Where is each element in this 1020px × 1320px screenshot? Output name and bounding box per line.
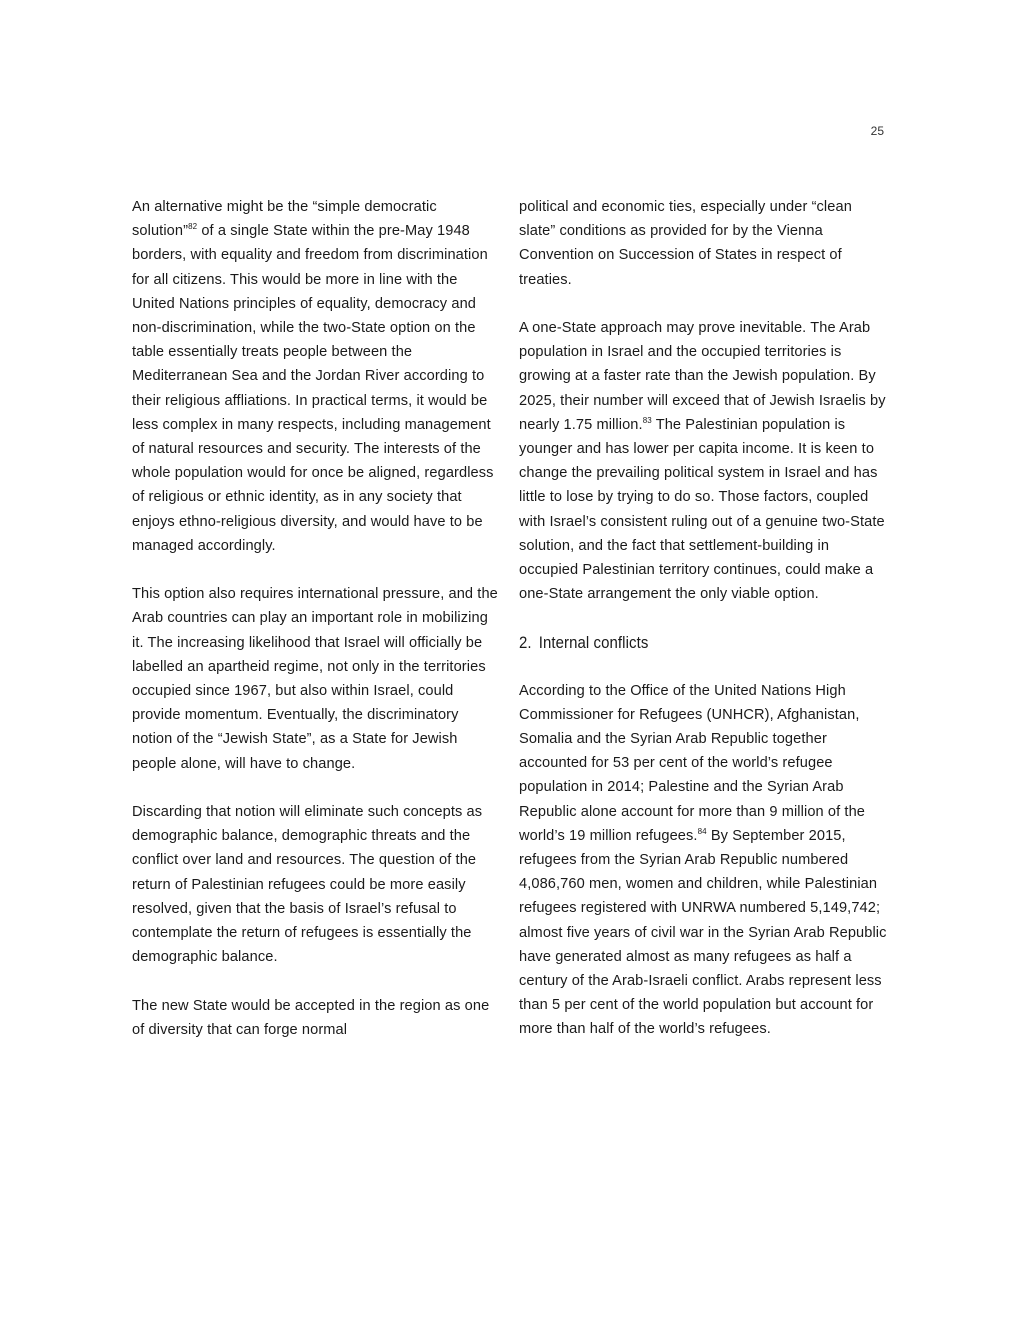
paragraph-text: A one-State approach may prove inevitable. The Arab population in Israel and the occupied territories is growing at a faster rate than the Jewish population. By 2025, their number will exceed that of Jewish Israelis by nearly 1.75 million. — [519, 320, 886, 433]
paragraph-refugees — [519, 679, 887, 1042]
footnote-ref-82[interactable]: 82 — [188, 222, 198, 232]
section-heading-internal-conflicts — [519, 631, 843, 655]
paragraph-text: of a single State within the pre-May 1948 borders, with equality and freedom from discrimination for all citizens. This would be more in line with the United Nations principles of equality, democracy and non-discrimination, while the two-State option on the table essentially treats people between the Mediterranean Sea and the Jordan River according to their religious affliations. In practical terms, it would be less complex in many respects, including management of natural resources and security. The interests of the whole population would for once be aligned, regardless of religious or ethnic identity, as in any society that enjoys ethno-religious diversity, and would have to be managed accordingly. — [132, 223, 494, 554]
page-number: 25 — [870, 124, 884, 138]
paragraph-text: By September 2015, refugees from the Syrian Arab Republic numbered 4,086,760 men, women and children, while Palestinian refugees registered with UNRWA numbered 5,149,742; almost five years of civil war in the Syrian Arab Republic have generated almost as many refugees as half a century of the Arab-Israeli conflict. Arabs represent less than 5 per cent of the world population but account for more than half of the world’s refugees. — [519, 827, 887, 1038]
footnote-ref-83[interactable]: 83 — [642, 415, 652, 425]
right-column — [519, 195, 887, 1042]
left-column — [132, 195, 500, 1042]
paragraph-demographic-balance: Discarding that notion will eliminate such concepts as demographic balance, demographic threats and the conflict over land and resources. The question of the return of Palestinian refugees could be more easily resolved, given that the basis of Israel’s refusal to contemplate the return of refugees is essentially the demographic balance. — [132, 804, 483, 966]
section-number: 2. — [519, 632, 532, 652]
paragraph-text: An alternative might be the “simple democratic solution” — [132, 199, 437, 240]
paragraph-political-ties: political and economic ties, especially under “clean slate” conditions as provided for by the Vienna Convention on Succession of States in respect of treaties. — [519, 199, 852, 288]
section-title: Internal conflicts — [538, 632, 649, 652]
paragraph-new-state: The new State would be accepted in the region as one of diversity that can forge normal — [132, 997, 490, 1038]
paragraph-simple-democratic-solution — [132, 195, 500, 558]
paragraph-international-pressure: This option also requires international pressure, and the Arab countries can play an important role in mobilizing it. The increasing likelihood that Israel will officially be labelled an apartheid regime, not only in the territories occupied since 1967, but also within Israel, could provide momentum. Eventually, the discriminatory notion of the “Jewish State”, as a State for Jewish people alone, will have to change. — [132, 586, 498, 772]
paragraph-text: According to the Office of the United Nations High Commissioner for Refugees (UNHCR), Afghanistan, Somalia and the Syrian Arab Republic together accounted for 53 per cent of the world’s refugee population in 2014; Palestine and the Syrian Arab Republic alone account for more than 9 million of the world’s 19 million refugees. — [519, 682, 866, 844]
paragraph-one-state-approach — [519, 316, 887, 606]
footnote-ref-84[interactable]: 84 — [697, 826, 707, 836]
paragraph-text: The Palestinian population is younger and has lower per capita income. It is keen to change the prevailing political system in Israel and has little to lose by trying to do so. Those factors, coupled with Israel’s consistent ruling out of a genuine two-State solution, and the fact that settlement-building in occupied Palestinian territory continues, could make a one-State arrangement the only viable option. — [519, 416, 885, 603]
